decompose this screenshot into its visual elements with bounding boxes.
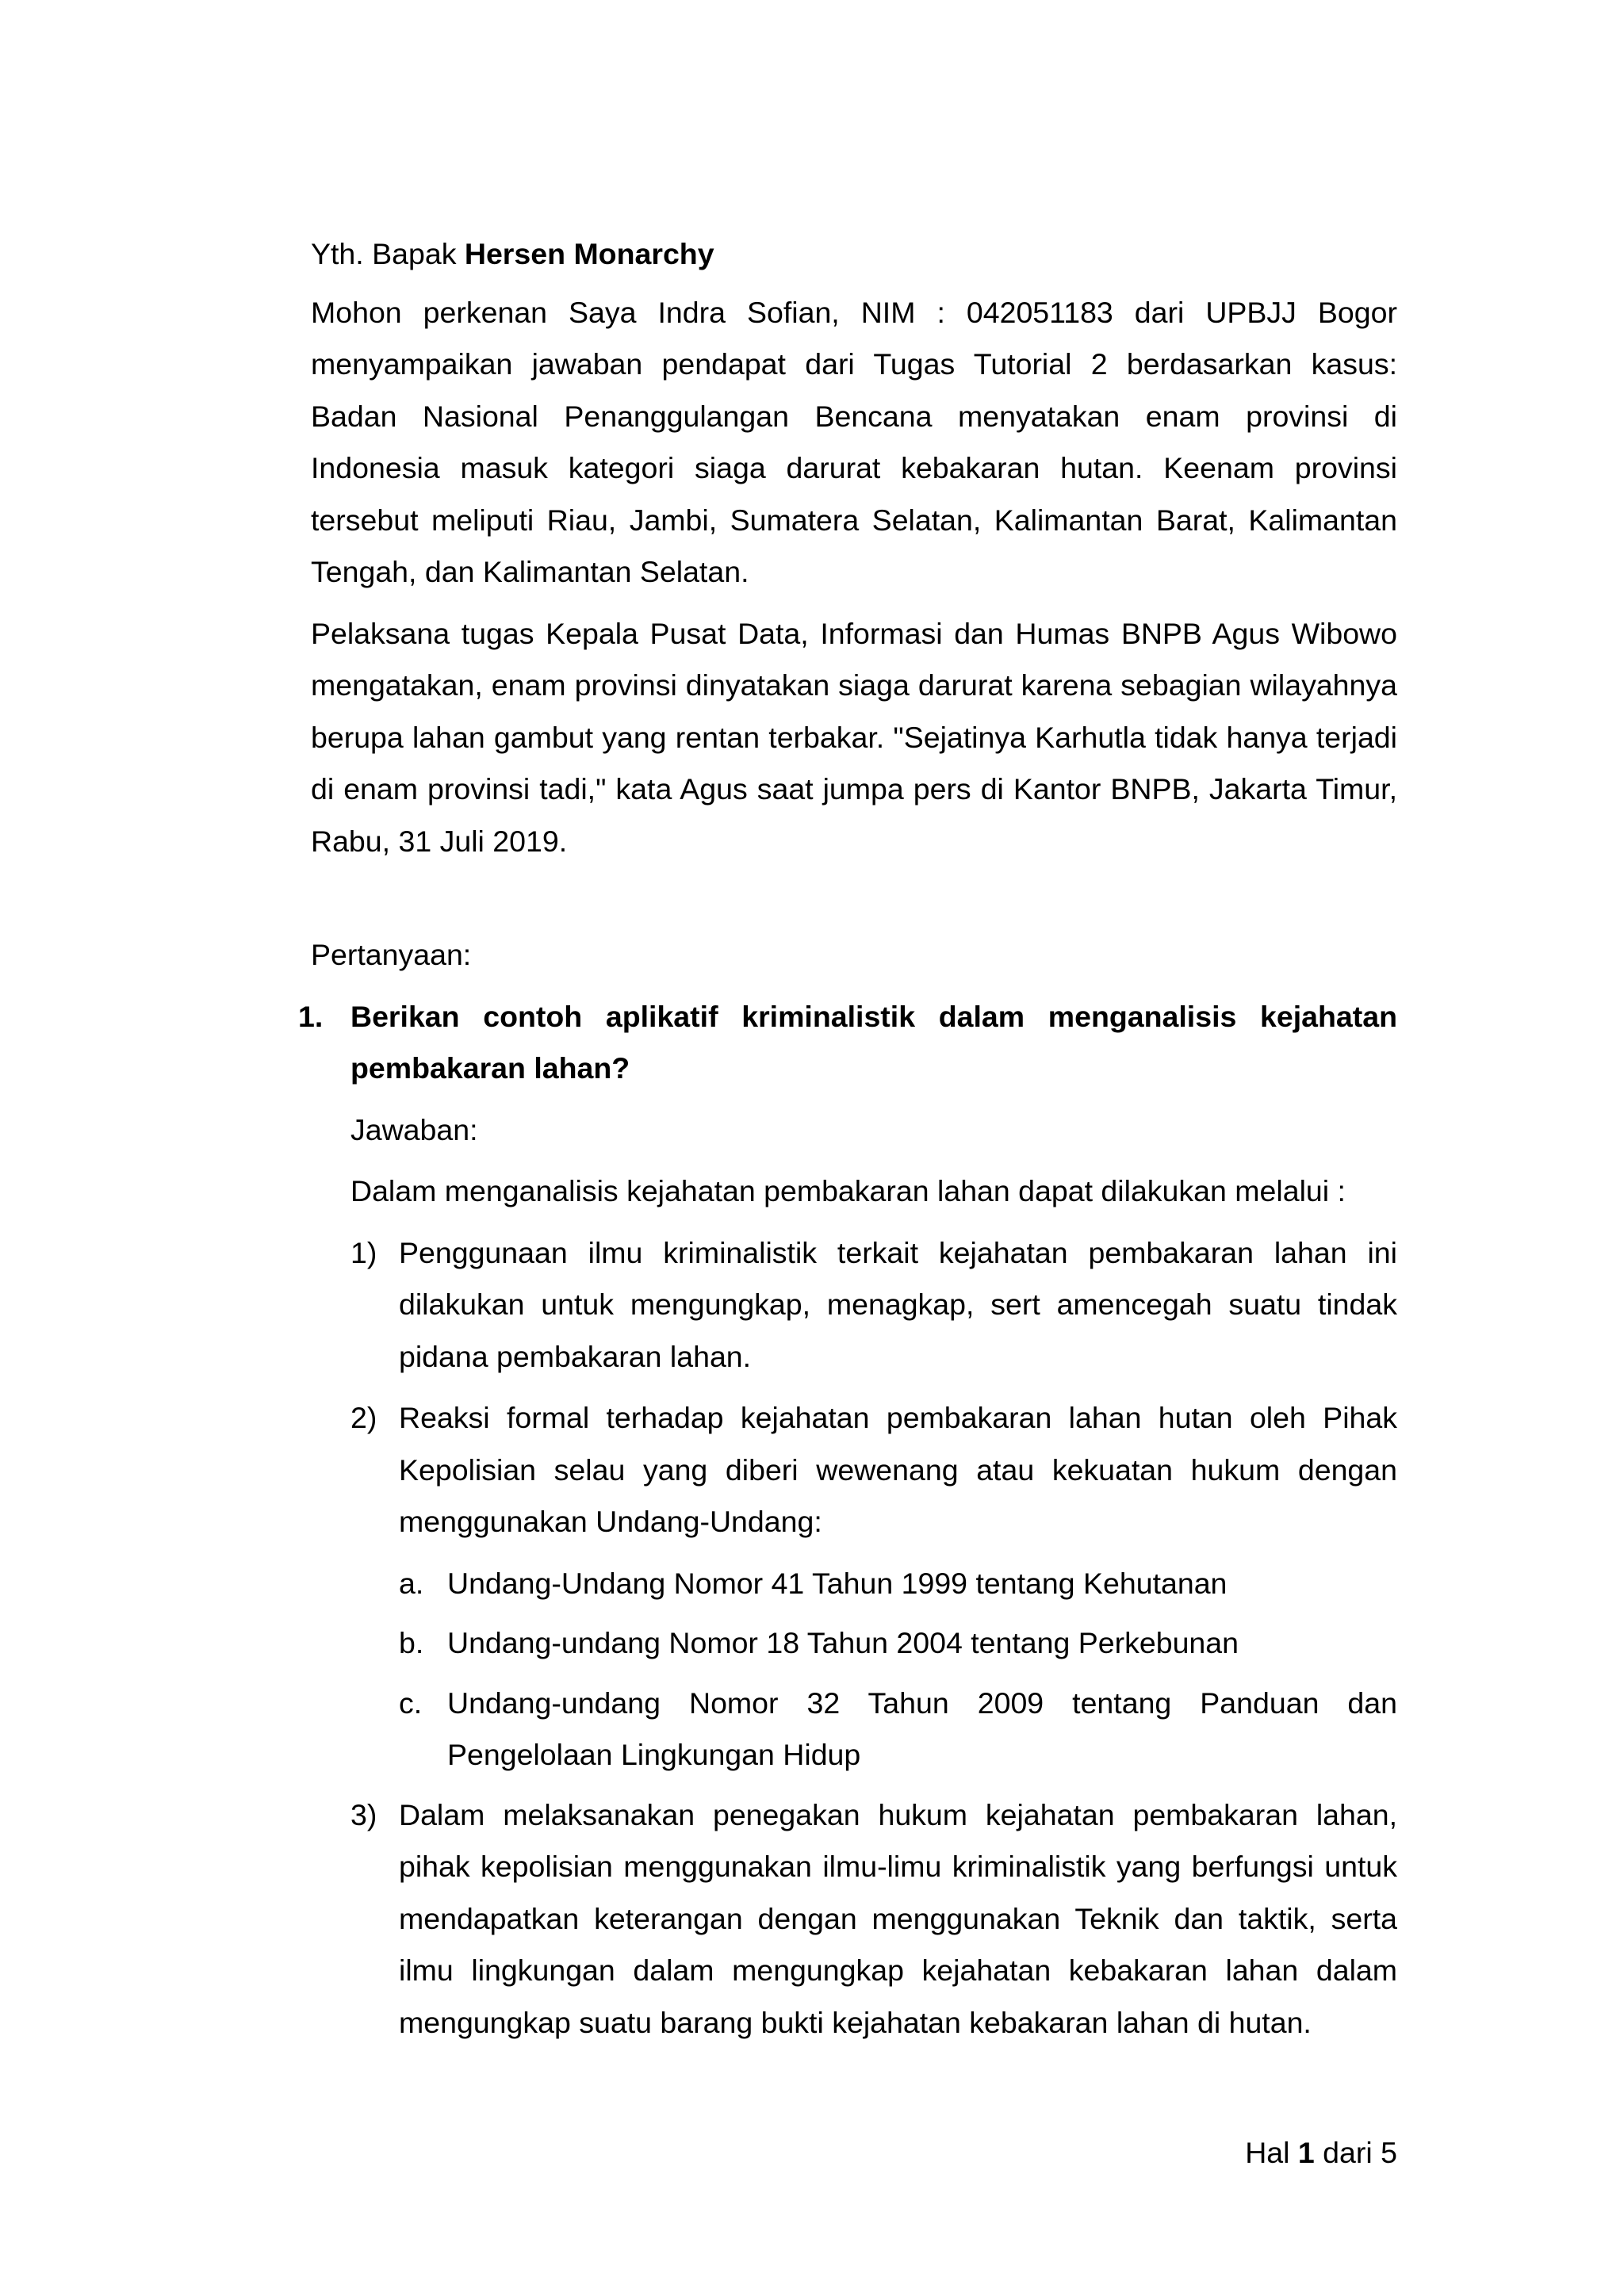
answer-item-marker: 2) bbox=[350, 1401, 377, 1434]
answer-item-text: Penggunaan ilmu kriminalistik terkait kejahatan pembakaran lahan ini dilakukan untuk mengungkap, menagkap, sert amencegah suatu tindak pidana pembakaran lahan. bbox=[399, 1235, 1397, 1373]
context-paragraph: Pelaksana tugas Kepala Pusat Data, Informasi dan Humas BNPB Agus Wibowo mengatakan, enam provinsi dinyatakan siaga darurat karena sebagian wilayahnya berupa lahan gambut yang rentan terbakar. "Sejatinya Karhutla tidak hanya terjadi di enam provinsi tadi," kata Agus saat jumpa pers di Kantor BNPB, Jakarta Timur, Rabu, 31 Juli 2019. bbox=[311, 616, 1397, 858]
footer-prefix: Hal bbox=[1245, 2136, 1298, 2169]
question-number: 1. bbox=[298, 999, 324, 1033]
recipient-name: Hersen Monarchy bbox=[464, 237, 714, 270]
questions-label: Pertanyaan: bbox=[311, 938, 472, 971]
answer-item-text: Reaksi formal terhadap kejahatan pembakaran lahan hutan oleh Pihak Kepolisian selau yang diberi wewenang atau kekuatan hukum dengan menggunakan Undang-Undang: bbox=[399, 1401, 1397, 1538]
question-item bbox=[298, 991, 1397, 1095]
answer-block bbox=[311, 1104, 1397, 1218]
law-list-text: Undang-Undang Nomor 41 Tahun 1999 tentang Kehutanan bbox=[447, 1566, 1228, 1600]
question-text: Berikan contoh aplikatif kriminalistik dalam menganalisis kejahatan pembakaran lahan? bbox=[350, 999, 1397, 1085]
law-list-item bbox=[311, 1617, 1397, 1670]
answer-item bbox=[311, 1227, 1397, 1383]
answer-label: Jawaban: bbox=[350, 1112, 478, 1146]
answer-item-marker: 3) bbox=[350, 1797, 377, 1831]
document-body bbox=[298, 228, 1397, 2058]
law-list-item bbox=[311, 1678, 1397, 1781]
answer-intro: Dalam menganalisis kejahatan pembakaran lahan dapat dilakukan melalui : bbox=[350, 1174, 1346, 1207]
law-list-marker: c. bbox=[399, 1686, 423, 1720]
greeting-line bbox=[311, 228, 1397, 281]
footer-middle: dari bbox=[1314, 2136, 1381, 2169]
total-page-count: 5 bbox=[1381, 2136, 1397, 2169]
law-list-text: Undang-undang Nomor 32 Tahun 2009 tentang Panduan dan Pengelolaan Lingkungan Hidup bbox=[447, 1686, 1397, 1771]
answer-item-text: Dalam melaksanakan penegakan hukum kejahatan pembakaran lahan, pihak kepolisian menggunakan ilmu-limu kriminalistik yang berfungsi untuk mendapatkan keterangan dengan menggunakan Teknik dan taktik, serta ilmu lingkungan dalam mengungkap kejahatan kebakaran lahan dalam mengungkap suatu barang bukti kejahatan kebakaran lahan di hutan. bbox=[399, 1797, 1397, 2039]
current-page-number: 1 bbox=[1297, 2136, 1315, 2169]
law-list-marker: b. bbox=[399, 1626, 424, 1659]
section-spacer bbox=[311, 877, 1397, 929]
law-list-text: Undang-undang Nomor 18 Tahun 2004 tentang Perkebunan bbox=[447, 1626, 1239, 1659]
greeting-prefix: Yth. Bapak bbox=[311, 237, 465, 270]
answer-item bbox=[311, 1789, 1397, 2049]
law-list-marker: a. bbox=[399, 1566, 424, 1600]
intro-paragraph: Mohon perkenan Saya Indra Sofian, NIM : 042051183 dari UPBJJ Bogor menyampaikan jawaban pendapat dari Tugas Tutorial 2 berdasarkan kasus: Badan Nasional Penanggulangan Bencana menyatakan enam provinsi di Indonesia masuk kategori siaga darurat kebakaran hutan. Keenam provinsi tersebut meliputi Riau, Jambi, Sumatera Selatan, Kalimantan Barat, Kalimantan Tengah, dan Kalimantan Selatan. bbox=[311, 295, 1397, 588]
law-list-item bbox=[311, 1558, 1397, 1610]
answer-item bbox=[311, 1392, 1397, 1548]
answer-item-marker: 1) bbox=[350, 1235, 377, 1269]
page-number-footer bbox=[1245, 2133, 1397, 2172]
